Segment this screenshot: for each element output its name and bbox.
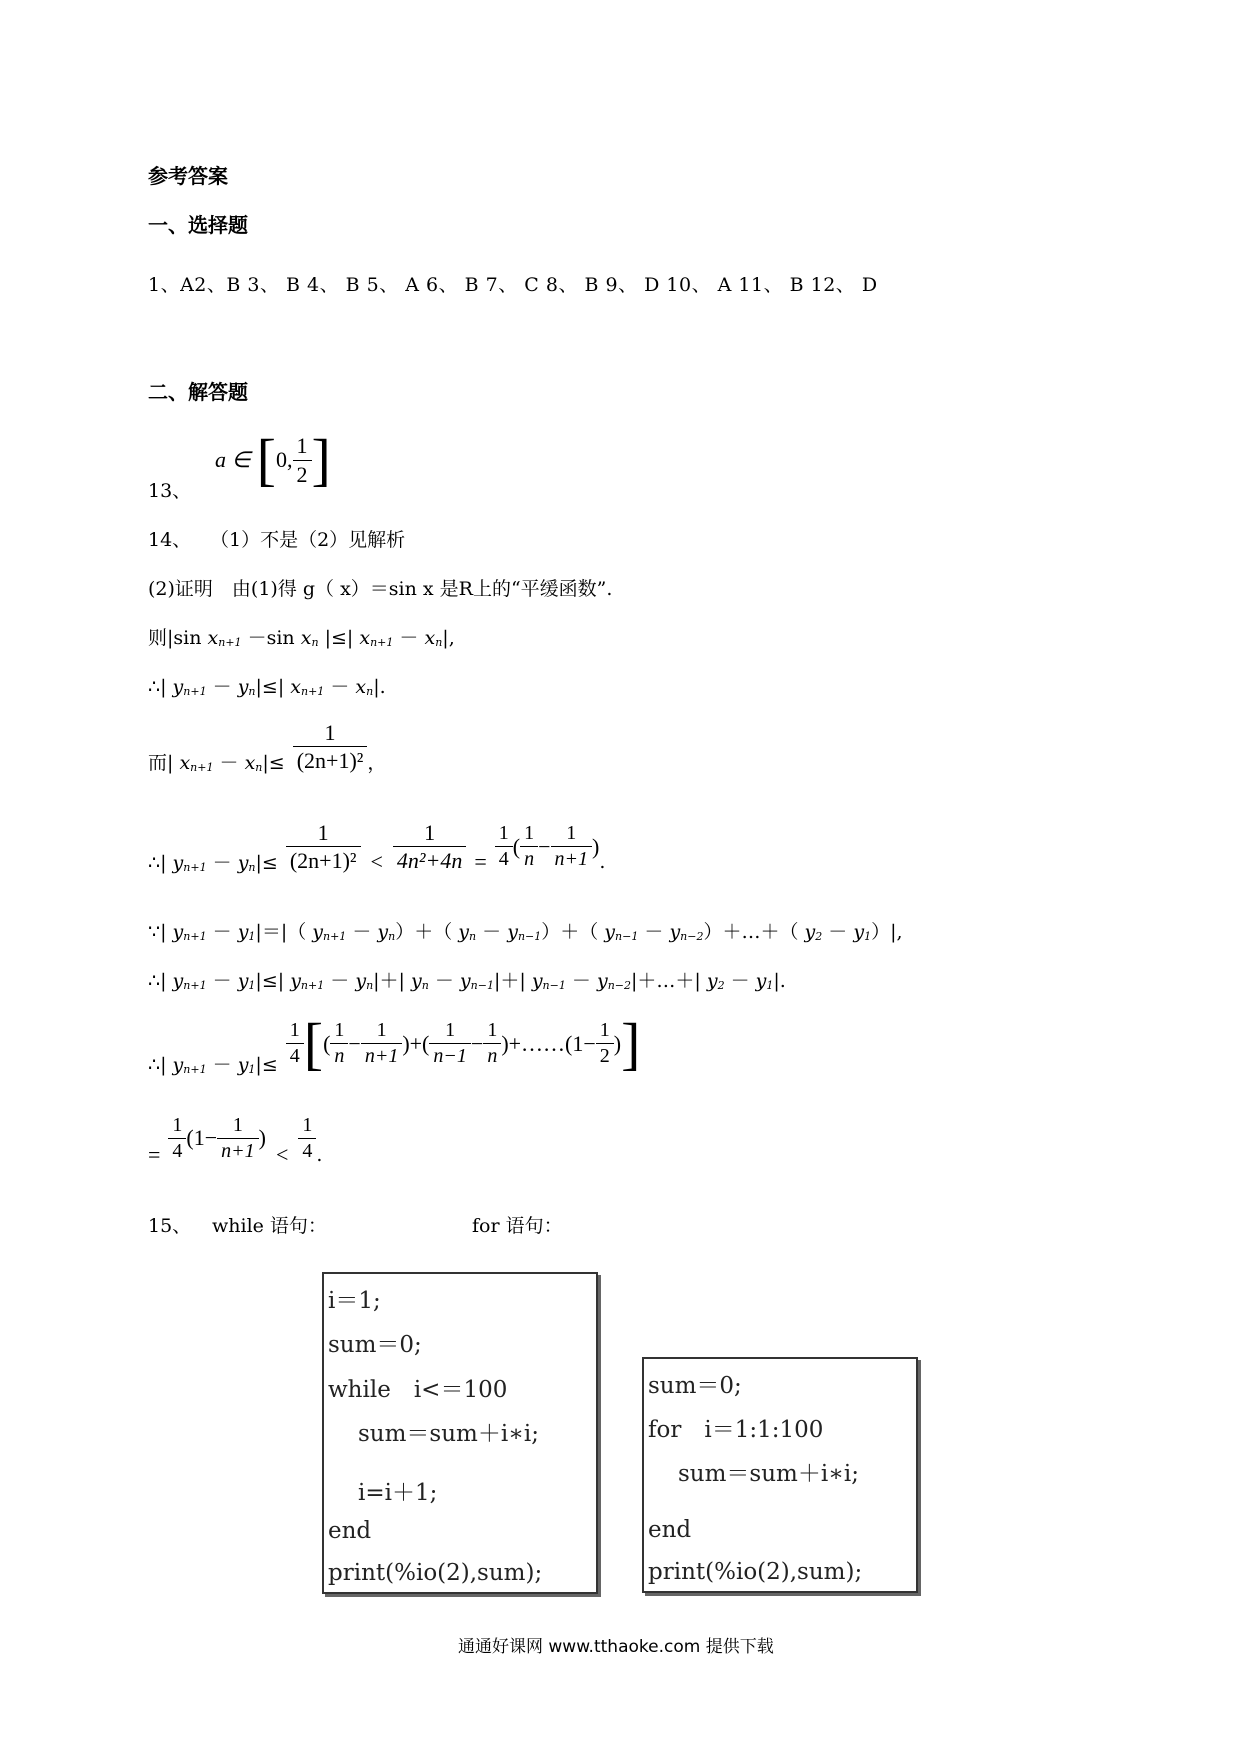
q13-number: 13、 [148, 480, 192, 502]
q15-number: 15、 [148, 1215, 192, 1237]
frac-4n2 [393, 819, 466, 875]
code-line: i=i＋1; [358, 1480, 438, 1506]
code-line: sum＝0; [328, 1332, 422, 1358]
code-line: print(%io(2),sum); [648, 1559, 863, 1585]
frac-den: 4n²+4n [393, 846, 466, 875]
frac-num: 1 [324, 719, 336, 745]
frac-den: n [520, 846, 538, 872]
frac-den: (2n+1)² [293, 746, 368, 775]
q14-answer: （1）不是（2）见解析 [210, 529, 406, 551]
frac-den: 2 [596, 1043, 614, 1069]
frac-2n1-sq [293, 719, 368, 775]
q14-proof-line4: 而| xn+1 － xn|≤ $\frac{1}{\text{(2n+1)²}}$ ， [148, 719, 387, 774]
frac-den: 4 [168, 1138, 186, 1164]
frac-den: (2n+1)² [286, 846, 361, 875]
therefore-sign: ∴| [148, 852, 167, 874]
frac-1-over-n [520, 821, 538, 872]
frac-den: 4 [286, 1043, 304, 1069]
frac-num: 1 [498, 822, 509, 844]
q13-frac-den: 2 [293, 460, 312, 489]
section-heading-solutions: 二、解答题 [148, 380, 248, 404]
eq-sign: = [148, 1142, 161, 1167]
frac-quarter [298, 1113, 316, 1164]
while-code-box [322, 1272, 598, 1594]
footer-text: 通通好课网 www.tthaoke.com 提供下载 [458, 1637, 774, 1657]
q13-prefix: a ∈ [215, 447, 251, 472]
q15-while-label: while 语句： [212, 1215, 327, 1237]
therefore-sign: ∴| [148, 676, 167, 698]
frac-den: 4 [495, 846, 513, 872]
frac-den: n+1 [217, 1138, 259, 1164]
code-line: end [328, 1518, 372, 1544]
q14-proof-line1: (2)证明 由(1)得 g（ x）＝sin x 是R上的“平缓函数”. [148, 578, 613, 600]
q13-left: 0, [276, 447, 293, 472]
q14-proof-line7: ∴| yn+1 － y1|≤| yn+1 － yn|＋| yn － yn−1|＋| yn−1 － yn−2|＋…＋| y2 － y1|. [148, 970, 786, 992]
frac-num: 1 [599, 1019, 610, 1041]
eq-sign: = [474, 848, 487, 874]
choice-answers: 1、A2、B 3、 B 4、 B 5、 A 6、 B 7、 C 8、 B 9、 D 10、 A 11、 B 12、 D [148, 274, 878, 296]
and-word: 而| [148, 752, 174, 774]
frac-num: 1 [302, 1113, 313, 1136]
line2-prefix: 则|sin [148, 627, 202, 649]
code-line: sum＝sum＋i∗i; [678, 1461, 859, 1487]
frac-num: 1 [232, 1113, 243, 1136]
for-code-box [642, 1357, 918, 1593]
frac-num: 1 [317, 819, 329, 845]
frac-quarter [495, 821, 513, 872]
frac-2n1-sq [286, 819, 361, 875]
left-bracket: [ [303, 1010, 324, 1076]
frac-num: 1 [487, 1019, 498, 1041]
because-sign: ∵| [148, 921, 167, 943]
code-line: i＝1; [328, 1288, 381, 1314]
frac-1-over-n1 [551, 821, 593, 872]
right-bracket: ] [311, 427, 331, 492]
frac-num: 1 [524, 822, 535, 844]
frac-den: n+1 [551, 846, 593, 872]
q13-frac-num: 1 [296, 433, 308, 458]
code-line: print(%io(2),sum); [328, 1560, 543, 1586]
frac-1-over-n [330, 1018, 348, 1069]
frac-half [596, 1018, 614, 1069]
frac-num: 1 [566, 822, 577, 844]
frac-den: 4 [298, 1138, 316, 1164]
frac-den: n [483, 1043, 501, 1069]
section-heading-choice: 一、选择题 [148, 213, 248, 237]
code-line: for i＝1:1:100 [648, 1417, 824, 1443]
line2-mid: －sin [247, 627, 295, 649]
frac-1-over-n [483, 1018, 501, 1069]
frac-num: 1 [289, 1019, 300, 1041]
q14-proof-line9: = $\frac{1}{4}$ (1− $\frac{1}{n+1}$ ) < $\frac{1}{4}$ . [148, 1113, 323, 1167]
q14-proof-line5: ∴| yn+1 － yn|≤ $\frac{1}{\text{(2n+1)²}}$ < $\frac{1}{\text{4n²+4n}}$ = $\frac{1}{4}$ ( $\frac{1}{n}$ − $\frac{1}{n+1}$ ) . [148, 819, 606, 874]
page-title: 参考答案 [148, 164, 228, 188]
frac-num: 1 [172, 1113, 183, 1136]
frac-num: 1 [334, 1019, 345, 1041]
q13-formula [215, 425, 331, 495]
code-line: sum＝sum＋i∗i; [358, 1421, 539, 1447]
frac-quarter [286, 1018, 304, 1069]
therefore-sign: ∴| [148, 1054, 167, 1076]
right-bracket: ] [621, 1010, 641, 1076]
q14-number: 14、 [148, 529, 192, 551]
frac-den: n+1 [361, 1043, 403, 1069]
q13-fraction [293, 432, 312, 488]
code-line: while i<＝100 [328, 1377, 508, 1403]
frac-den: n [330, 1043, 348, 1069]
frac-1-over-nm1 [429, 1018, 471, 1069]
therefore-sign: ∴| [148, 970, 167, 992]
frac-1-over-n1 [361, 1018, 403, 1069]
frac-quarter [168, 1113, 186, 1164]
q14-proof-line6: ∵| yn+1 － y1|＝|（ yn+1 － yn）＋（ yn － yn−1）＋（ yn−1 － yn−2）＋…＋（ y2 － y1）|, [148, 921, 903, 943]
frac-1-over-n1 [217, 1113, 259, 1164]
q14-proof-line8: ∴| yn+1 － y1|≤ $\frac{1}{4}$ [ ( $\frac{1}{n}$ − $\frac{1}{n+1}$ )+( $\frac{1}{n-1}$ − $\frac{1}{n}$ )+……(1− $\frac{1}{2}$ ) ] [148, 1010, 641, 1076]
frac-num: 1 [376, 1019, 387, 1041]
left-bracket: [ [256, 427, 276, 492]
line2-rest: |≤| [324, 627, 354, 649]
code-line: end [648, 1517, 692, 1543]
frac-num: 1 [424, 819, 436, 845]
q15-for-label: for 语句： [472, 1215, 563, 1237]
lt-sign: < [370, 848, 383, 874]
q14-proof-line2: 则|sin xn+1 －sin xn |≤| xn+1 － xn|, [148, 627, 455, 649]
frac-num: 1 [445, 1019, 456, 1041]
code-line: sum＝0; [648, 1373, 742, 1399]
q14-proof-line3: ∴| yn+1 － yn|≤| xn+1 － xn|. [148, 676, 386, 698]
frac-den: n−1 [429, 1043, 471, 1069]
lt-sign: < [275, 1142, 289, 1167]
